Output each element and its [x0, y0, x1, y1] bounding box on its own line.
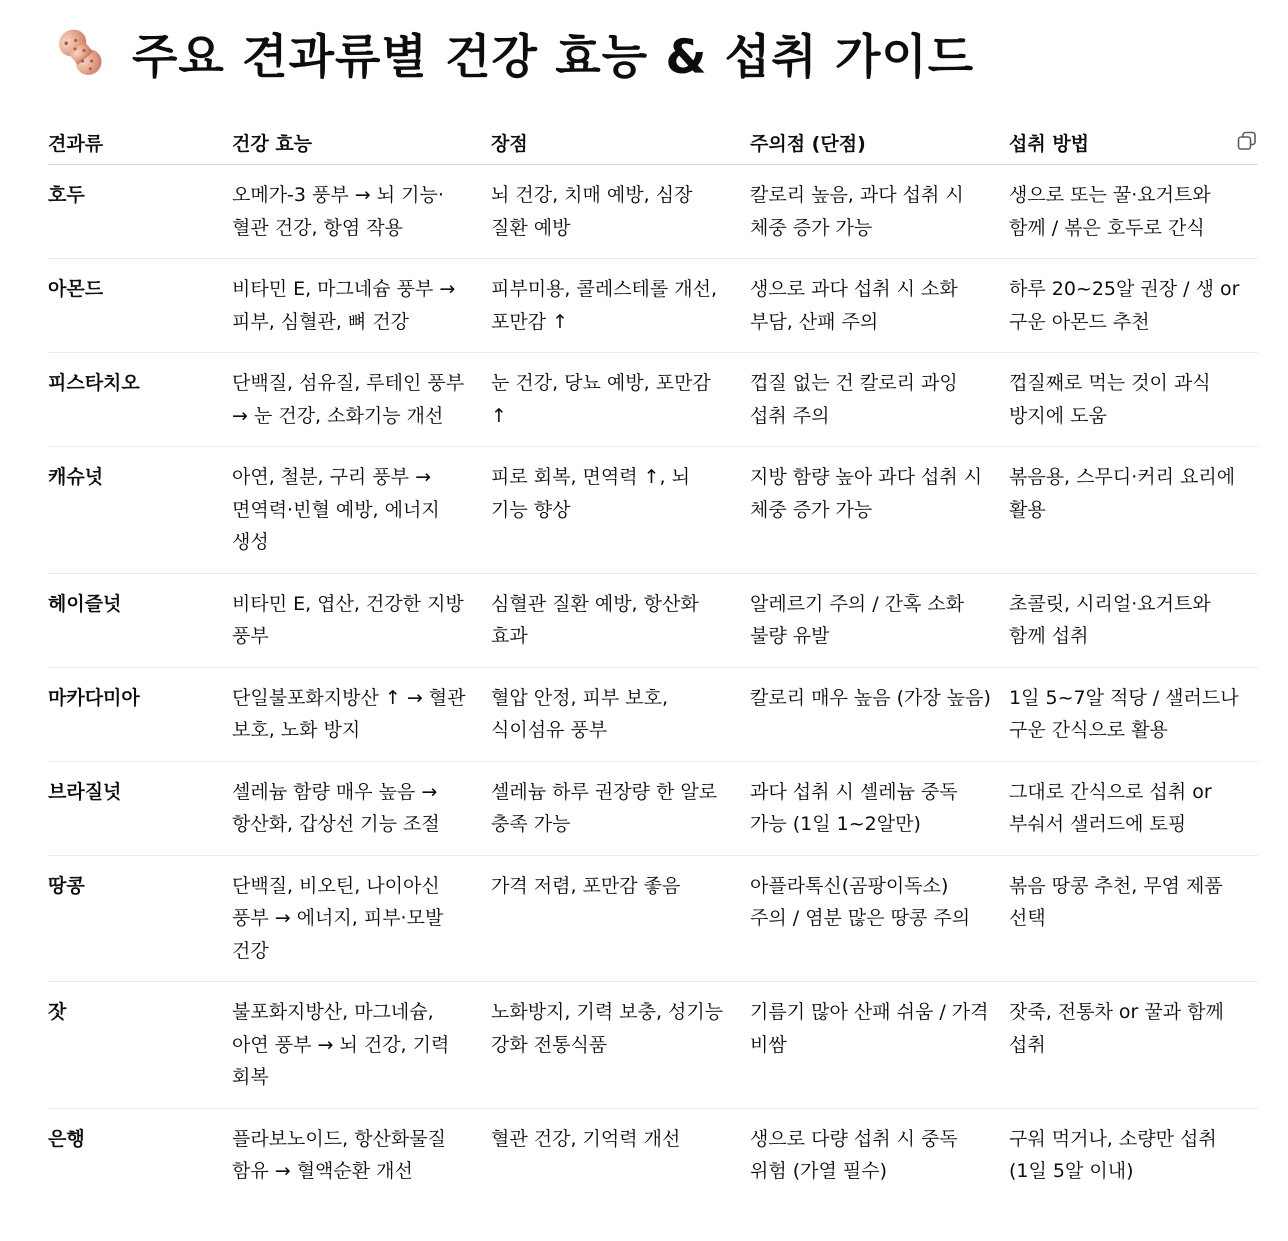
cons-cell: 과다 섭취 시 셀레늄 중독 가능 (1일 1~2알만): [750, 761, 1009, 855]
table-row: [48, 667, 1258, 761]
method-cell: 볶음 땅콩 추천, 무염 제품 선택: [1009, 855, 1258, 982]
peanut-icon: [52, 24, 110, 82]
table-row: [48, 165, 1258, 259]
nut-name: 아몬드: [48, 259, 232, 353]
benefit-cell: 단백질, 비오틴, 나이아신 풍부 → 에너지, 피부·모발 건강: [232, 855, 491, 982]
nut-name: 브라질넛: [48, 761, 232, 855]
nut-name: 캐슈넛: [48, 447, 232, 574]
nut-name: 땅콩: [48, 855, 232, 982]
nut-name: 헤이즐넛: [48, 573, 232, 667]
nut-name: 피스타치오: [48, 353, 232, 447]
pros-cell: 뇌 건강, 치매 예방, 심장 질환 예방: [491, 165, 750, 259]
method-cell: 잣죽, 전통차 or 꿀과 함께 섭취: [1009, 982, 1258, 1109]
table-row: [48, 353, 1258, 447]
cons-cell: 기름기 많아 산패 쉬움 / 가격 비쌈: [750, 982, 1009, 1109]
header-method: [1009, 120, 1258, 165]
header-nut: 견과류: [48, 120, 232, 165]
pros-cell: 혈압 안정, 피부 보호, 식이섬유 풍부: [491, 667, 750, 761]
cons-cell: 칼로리 매우 높음 (가장 높음): [750, 667, 1009, 761]
cons-cell: 아플라톡신(곰팡이독소) 주의 / 염분 많은 땅콩 주의: [750, 855, 1009, 982]
nut-name: 은행: [48, 1127, 85, 1150]
benefit-cell: 오메가-3 풍부 → 뇌 기능·혈관 건강, 항염 작용: [232, 165, 491, 259]
benefit-cell: 단일불포화지방산 ↑ → 혈관 보호, 노화 방지: [232, 667, 491, 761]
copy-icon[interactable]: [1236, 130, 1258, 152]
method-cell: 껍질째로 먹는 것이 과식 방지에 도움: [1009, 353, 1258, 447]
pros-cell: 피부미용, 콜레스테롤 개선, 포만감 ↑: [491, 259, 750, 353]
table-row: [48, 982, 1258, 1109]
table-header-row: [48, 120, 1258, 165]
method-cell: 하루 20~25알 권장 / 생 or 구운 아몬드 추천: [1009, 259, 1258, 353]
method-cell: 생으로 또는 꿀·요거트와 함께 / 볶은 호두로 간식: [1009, 165, 1258, 259]
cons-cell: 생으로 다량 섭취 시 중독 위험 (가열 필수): [750, 1127, 958, 1182]
header-method-label: 섭취 방법: [1009, 132, 1090, 155]
pros-cell: 눈 건강, 당뇨 예방, 포만감 ↑: [491, 353, 750, 447]
page-title: 주요 견과류별 건강 효능 & 섭취 가이드: [132, 29, 975, 85]
method-cell: 그대로 간식으로 섭취 or 부숴서 샐러드에 토핑: [1009, 761, 1258, 855]
method-cell: 초콜릿, 시리얼·요거트와 함께 섭취: [1009, 573, 1258, 667]
benefit-cell: 단백질, 섬유질, 루테인 풍부 → 눈 건강, 소화기능 개선: [232, 353, 491, 447]
cons-cell: 칼로리 높음, 과다 섭취 시 체중 증가 가능: [750, 165, 1009, 259]
pros-cell: 심혈관 질환 예방, 항산화 효과: [491, 573, 750, 667]
pros-cell: 노화방지, 기력 보충, 성기능 강화 전통식품: [491, 982, 750, 1109]
cons-cell: 생으로 과다 섭취 시 소화 부담, 산패 주의: [750, 259, 1009, 353]
title-row: [52, 18, 974, 88]
cons-cell: 껍질 없는 건 칼로리 과잉 섭취 주의: [750, 353, 1009, 447]
method-cell: 볶음용, 스무디·커리 요리에 활용: [1009, 447, 1258, 574]
cons-cell: 지방 함량 높아 과다 섭취 시 체중 증가 가능: [750, 447, 1009, 574]
pros-cell: 셀레늄 하루 권장량 한 알로 충족 가능: [491, 761, 750, 855]
header-benefit: 건강 효능: [232, 120, 491, 165]
method-cell: 구워 먹거나, 소량만 섭취 (1일 5알 이내): [1009, 1127, 1217, 1182]
benefit-cell: 셀레늄 함량 매우 높음 → 항산화, 갑상선 기능 조절: [232, 761, 491, 855]
table-row: [48, 761, 1258, 855]
method-cell: 1일 5~7알 적당 / 샐러드나 구운 간식으로 활용: [1009, 667, 1258, 761]
benefit-cell: 비타민 E, 마그네슘 풍부 → 피부, 심혈관, 뼈 건강: [232, 259, 491, 353]
benefit-cell: 불포화지방산, 마그네슘, 아연 풍부 → 뇌 건강, 기력 회복: [232, 982, 491, 1109]
pros-cell: 가격 저렴, 포만감 좋음: [491, 855, 750, 982]
table-row: [48, 259, 1258, 353]
table-row: [48, 447, 1258, 574]
table-row: [48, 855, 1258, 982]
nut-name: 잣: [48, 982, 232, 1109]
benefit-cell: 비타민 E, 엽산, 건강한 지방 풍부: [232, 573, 491, 667]
benefit-cell: 아연, 철분, 구리 풍부 → 면역력·빈혈 예방, 에너지 생성: [232, 447, 491, 574]
nut-name: 호두: [48, 165, 232, 259]
nut-name: 마카다미아: [48, 667, 232, 761]
cons-cell: 알레르기 주의 / 간혹 소화 불량 유발: [750, 573, 1009, 667]
table-row: [48, 1108, 1258, 1202]
header-cons: 주의점 (단점): [750, 120, 1009, 165]
header-pros: 장점: [491, 120, 750, 165]
nut-table: [48, 120, 1258, 1202]
benefit-cell: 플라보노이드, 항산화물질 함유 → 혈액순환 개선: [232, 1127, 446, 1182]
pros-cell: 혈관 건강, 기억력 개선: [491, 1127, 681, 1150]
table-row: [48, 573, 1258, 667]
nut-table-container: [48, 120, 1258, 1202]
pros-cell: 피로 회복, 면역력 ↑, 뇌 기능 향상: [491, 447, 750, 574]
